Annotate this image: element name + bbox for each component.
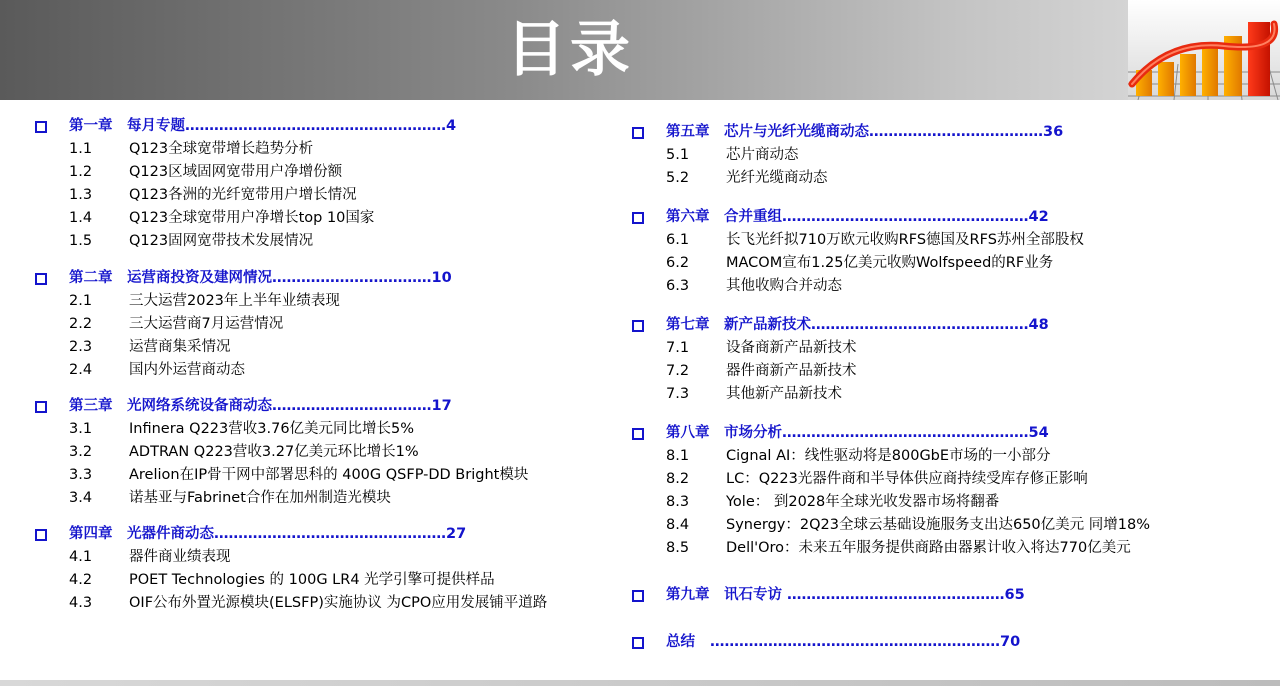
- bar-chart-logo-icon: [1128, 0, 1280, 100]
- square-bullet-icon: [35, 273, 47, 285]
- square-bullet-icon: [35, 401, 47, 413]
- square-bullet-icon: [632, 637, 644, 649]
- square-bullet-icon: [632, 127, 644, 139]
- square-bullet-icon: [632, 590, 644, 602]
- footer-rule: [0, 680, 1280, 686]
- square-bullet-icon: [632, 428, 644, 440]
- square-bullet-icon: [35, 121, 47, 133]
- square-bullet-icon: [35, 529, 47, 541]
- square-bullet-icon: [632, 212, 644, 224]
- title-banner: [0, 0, 1280, 100]
- square-bullet-icon: [632, 320, 644, 332]
- page-title: 目录: [506, 15, 634, 85]
